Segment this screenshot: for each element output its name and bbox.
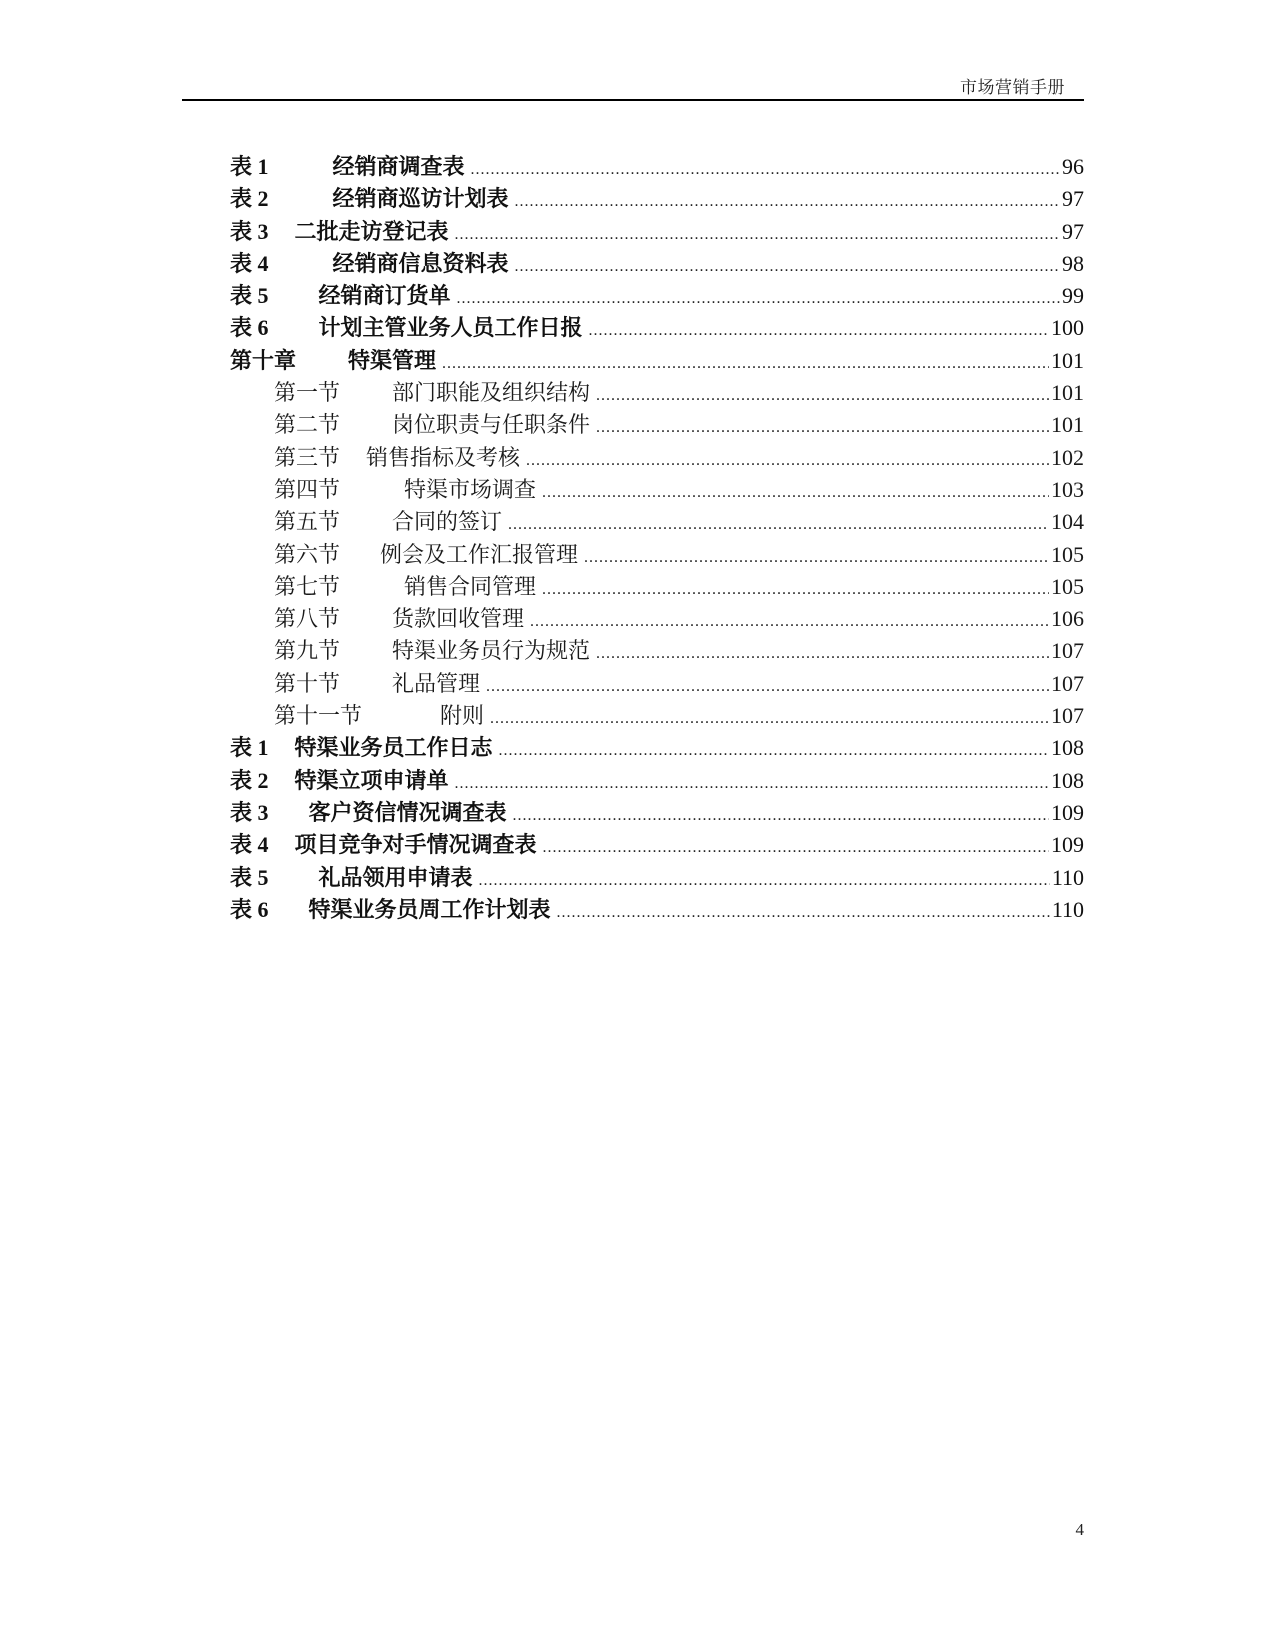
- toc-entry-page: 105: [1051, 541, 1084, 567]
- toc-entry-page: 98: [1062, 250, 1084, 276]
- toc-entry[interactable]: [230, 731, 1084, 763]
- toc-entry-number: 第四节: [274, 476, 341, 502]
- toc-entry-page: 109: [1051, 799, 1084, 825]
- toc-entry-title: 礼品领用申请表: [318, 864, 473, 890]
- toc-entry-page: 101: [1051, 347, 1084, 373]
- toc-entry-title: 部门职能及组织结构: [392, 380, 591, 406]
- toc-entry-page: 107: [1051, 703, 1084, 729]
- toc-entry-number: 表 1: [230, 154, 269, 179]
- toc-entry-number: 表 3: [230, 799, 269, 825]
- toc-entry-page: 108: [1051, 767, 1084, 793]
- toc-entry[interactable]: [230, 538, 1084, 570]
- toc-entry-title: 二批走访登记表: [294, 218, 449, 244]
- page-number: 4: [1075, 1520, 1084, 1539]
- toc-dot-leader: [442, 355, 1049, 373]
- toc-entry-number: 第十一节: [274, 703, 363, 729]
- toc-dot-leader: [526, 452, 1049, 470]
- toc-entry[interactable]: [230, 408, 1084, 440]
- toc-entry[interactable]: [230, 861, 1084, 893]
- toc-entry-title: 特渠立项申请单: [294, 767, 449, 793]
- toc-entry-number: 第十章: [230, 347, 297, 373]
- toc-dot-leader: [499, 742, 1049, 760]
- toc-entry[interactable]: [230, 764, 1084, 796]
- toc-entry-page: 100: [1051, 315, 1084, 341]
- toc-entry-number: 第八节: [274, 606, 341, 632]
- toc-entry-title: 合同的签订: [392, 509, 503, 535]
- toc-entry-title: 经销商信息资料表: [332, 250, 509, 276]
- toc-entry[interactable]: [230, 505, 1084, 537]
- toc-entry-page: 106: [1051, 606, 1084, 632]
- toc-entry-title: 特渠业务员行为规范: [392, 638, 591, 664]
- toc-entry-page: 103: [1051, 476, 1084, 502]
- toc-entry-page: 99: [1062, 283, 1084, 309]
- toc-dot-leader: [543, 839, 1049, 857]
- toc-entry[interactable]: [230, 150, 1084, 182]
- toc-dot-leader: [596, 645, 1049, 663]
- toc-entry-number: 第十节: [274, 670, 341, 696]
- toc-entry-number: 表 3: [230, 218, 269, 244]
- toc-entry-page: 108: [1051, 735, 1084, 761]
- toc-entry-number: 表 6: [230, 896, 269, 922]
- toc-entry-title: 岗位职责与任职条件: [392, 412, 591, 438]
- toc-entry-number: 第一节: [274, 380, 341, 406]
- toc-entry[interactable]: [230, 182, 1084, 214]
- toc-entry[interactable]: [230, 279, 1084, 311]
- toc-dot-leader: [515, 258, 1060, 276]
- toc-entry-page: 109: [1051, 832, 1084, 858]
- toc-entry-title: 礼品管理: [392, 670, 481, 696]
- toc-entry-title: 销售指标及考核: [366, 444, 521, 470]
- toc-entry[interactable]: [230, 570, 1084, 602]
- toc-entry-title: 特渠市场调查: [404, 476, 537, 502]
- toc-entry[interactable]: [230, 215, 1084, 247]
- toc-entry[interactable]: [230, 473, 1084, 505]
- toc-dot-leader: [530, 613, 1049, 631]
- toc-entry[interactable]: [230, 893, 1084, 925]
- header-divider: [182, 99, 1084, 101]
- toc-entry-title: 特渠管理: [348, 347, 437, 373]
- toc-entry-number: 表 4: [230, 832, 269, 858]
- toc-entry-page: 96: [1062, 154, 1084, 179]
- toc-entry[interactable]: [230, 602, 1084, 634]
- toc-dot-leader: [513, 807, 1049, 825]
- toc-entry-number: 第九节: [274, 638, 341, 664]
- toc-entry-title: 经销商调查表: [332, 154, 465, 179]
- toc-entry[interactable]: [230, 441, 1084, 473]
- toc-entry[interactable]: [230, 634, 1084, 666]
- toc-entry-number: 表 6: [230, 315, 269, 341]
- toc-entry-page: 102: [1051, 444, 1084, 470]
- toc-entry-title: 经销商订货单: [318, 283, 451, 309]
- toc-dot-leader: [542, 581, 1049, 599]
- toc-dot-leader: [490, 710, 1049, 728]
- toc-entry-number: 表 2: [230, 767, 269, 793]
- toc-entry-page: 101: [1051, 412, 1084, 438]
- toc-entry-page: 105: [1051, 573, 1084, 599]
- toc-dot-leader: [457, 290, 1060, 308]
- toc-entry[interactable]: [230, 247, 1084, 279]
- toc-dot-leader: [455, 775, 1049, 793]
- toc-entry-page: 107: [1051, 670, 1084, 696]
- toc-entry-number: 第六节: [274, 541, 341, 567]
- toc-entry-title: 经销商巡访计划表: [332, 186, 509, 212]
- toc-entry-number: 表 1: [230, 735, 269, 761]
- toc-entry-page: 104: [1051, 509, 1084, 535]
- toc-entry-title: 特渠业务员工作日志: [294, 735, 493, 761]
- document-title: 市场营销手册: [960, 78, 1065, 97]
- toc-entry[interactable]: [230, 699, 1084, 731]
- toc-entry-number: 表 5: [230, 864, 269, 890]
- toc-entry-number: 第三节: [274, 444, 341, 470]
- toc-dot-leader: [508, 516, 1049, 534]
- toc-entry-number: 第二节: [274, 412, 341, 438]
- toc-entry[interactable]: [230, 376, 1084, 408]
- toc-entry-title: 销售合同管理: [404, 573, 537, 599]
- toc-dot-leader: [479, 872, 1050, 890]
- toc-entry-title: 特渠业务员周工作计划表: [308, 896, 551, 922]
- toc-entry-title: 计划主管业务人员工作日报: [318, 315, 583, 341]
- toc-dot-leader: [471, 161, 1060, 179]
- toc-entry-number: 表 2: [230, 186, 269, 212]
- toc-entry[interactable]: [230, 667, 1084, 699]
- toc-dot-leader: [486, 678, 1049, 696]
- toc-entry-number: 第五节: [274, 509, 341, 535]
- toc-entry-number: 表 4: [230, 250, 269, 276]
- toc-entry[interactable]: [230, 311, 1084, 343]
- toc-dot-leader: [557, 904, 1050, 922]
- toc-dot-leader: [596, 387, 1049, 405]
- toc-entry-page: 101: [1051, 380, 1084, 406]
- toc-entry[interactable]: [230, 796, 1084, 828]
- toc-entry-title: 附则: [440, 703, 485, 729]
- toc-entry-title: 项目竞争对手情况调查表: [294, 832, 537, 858]
- toc-entry-title: 客户资信情况调查表: [308, 799, 507, 825]
- toc-dot-leader: [596, 419, 1049, 437]
- toc-entry[interactable]: [230, 344, 1084, 376]
- toc-dot-leader: [589, 322, 1049, 340]
- toc-dot-leader: [542, 484, 1049, 502]
- toc-dot-leader: [515, 193, 1060, 211]
- toc-entry-title: 例会及工作汇报管理: [380, 541, 579, 567]
- toc-dot-leader: [584, 549, 1049, 567]
- toc-entry[interactable]: [230, 828, 1084, 860]
- table-of-contents: [230, 150, 1084, 925]
- toc-entry-number: 第七节: [274, 573, 341, 599]
- toc-entry-page: 107: [1051, 638, 1084, 664]
- toc-entry-page: 97: [1062, 186, 1084, 212]
- toc-dot-leader: [455, 226, 1060, 244]
- toc-entry-page: 97: [1062, 218, 1084, 244]
- toc-entry-title: 货款回收管理: [392, 606, 525, 632]
- toc-entry-page: 110: [1051, 896, 1084, 922]
- toc-entry-page: 110: [1051, 864, 1084, 890]
- toc-entry-number: 表 5: [230, 283, 269, 309]
